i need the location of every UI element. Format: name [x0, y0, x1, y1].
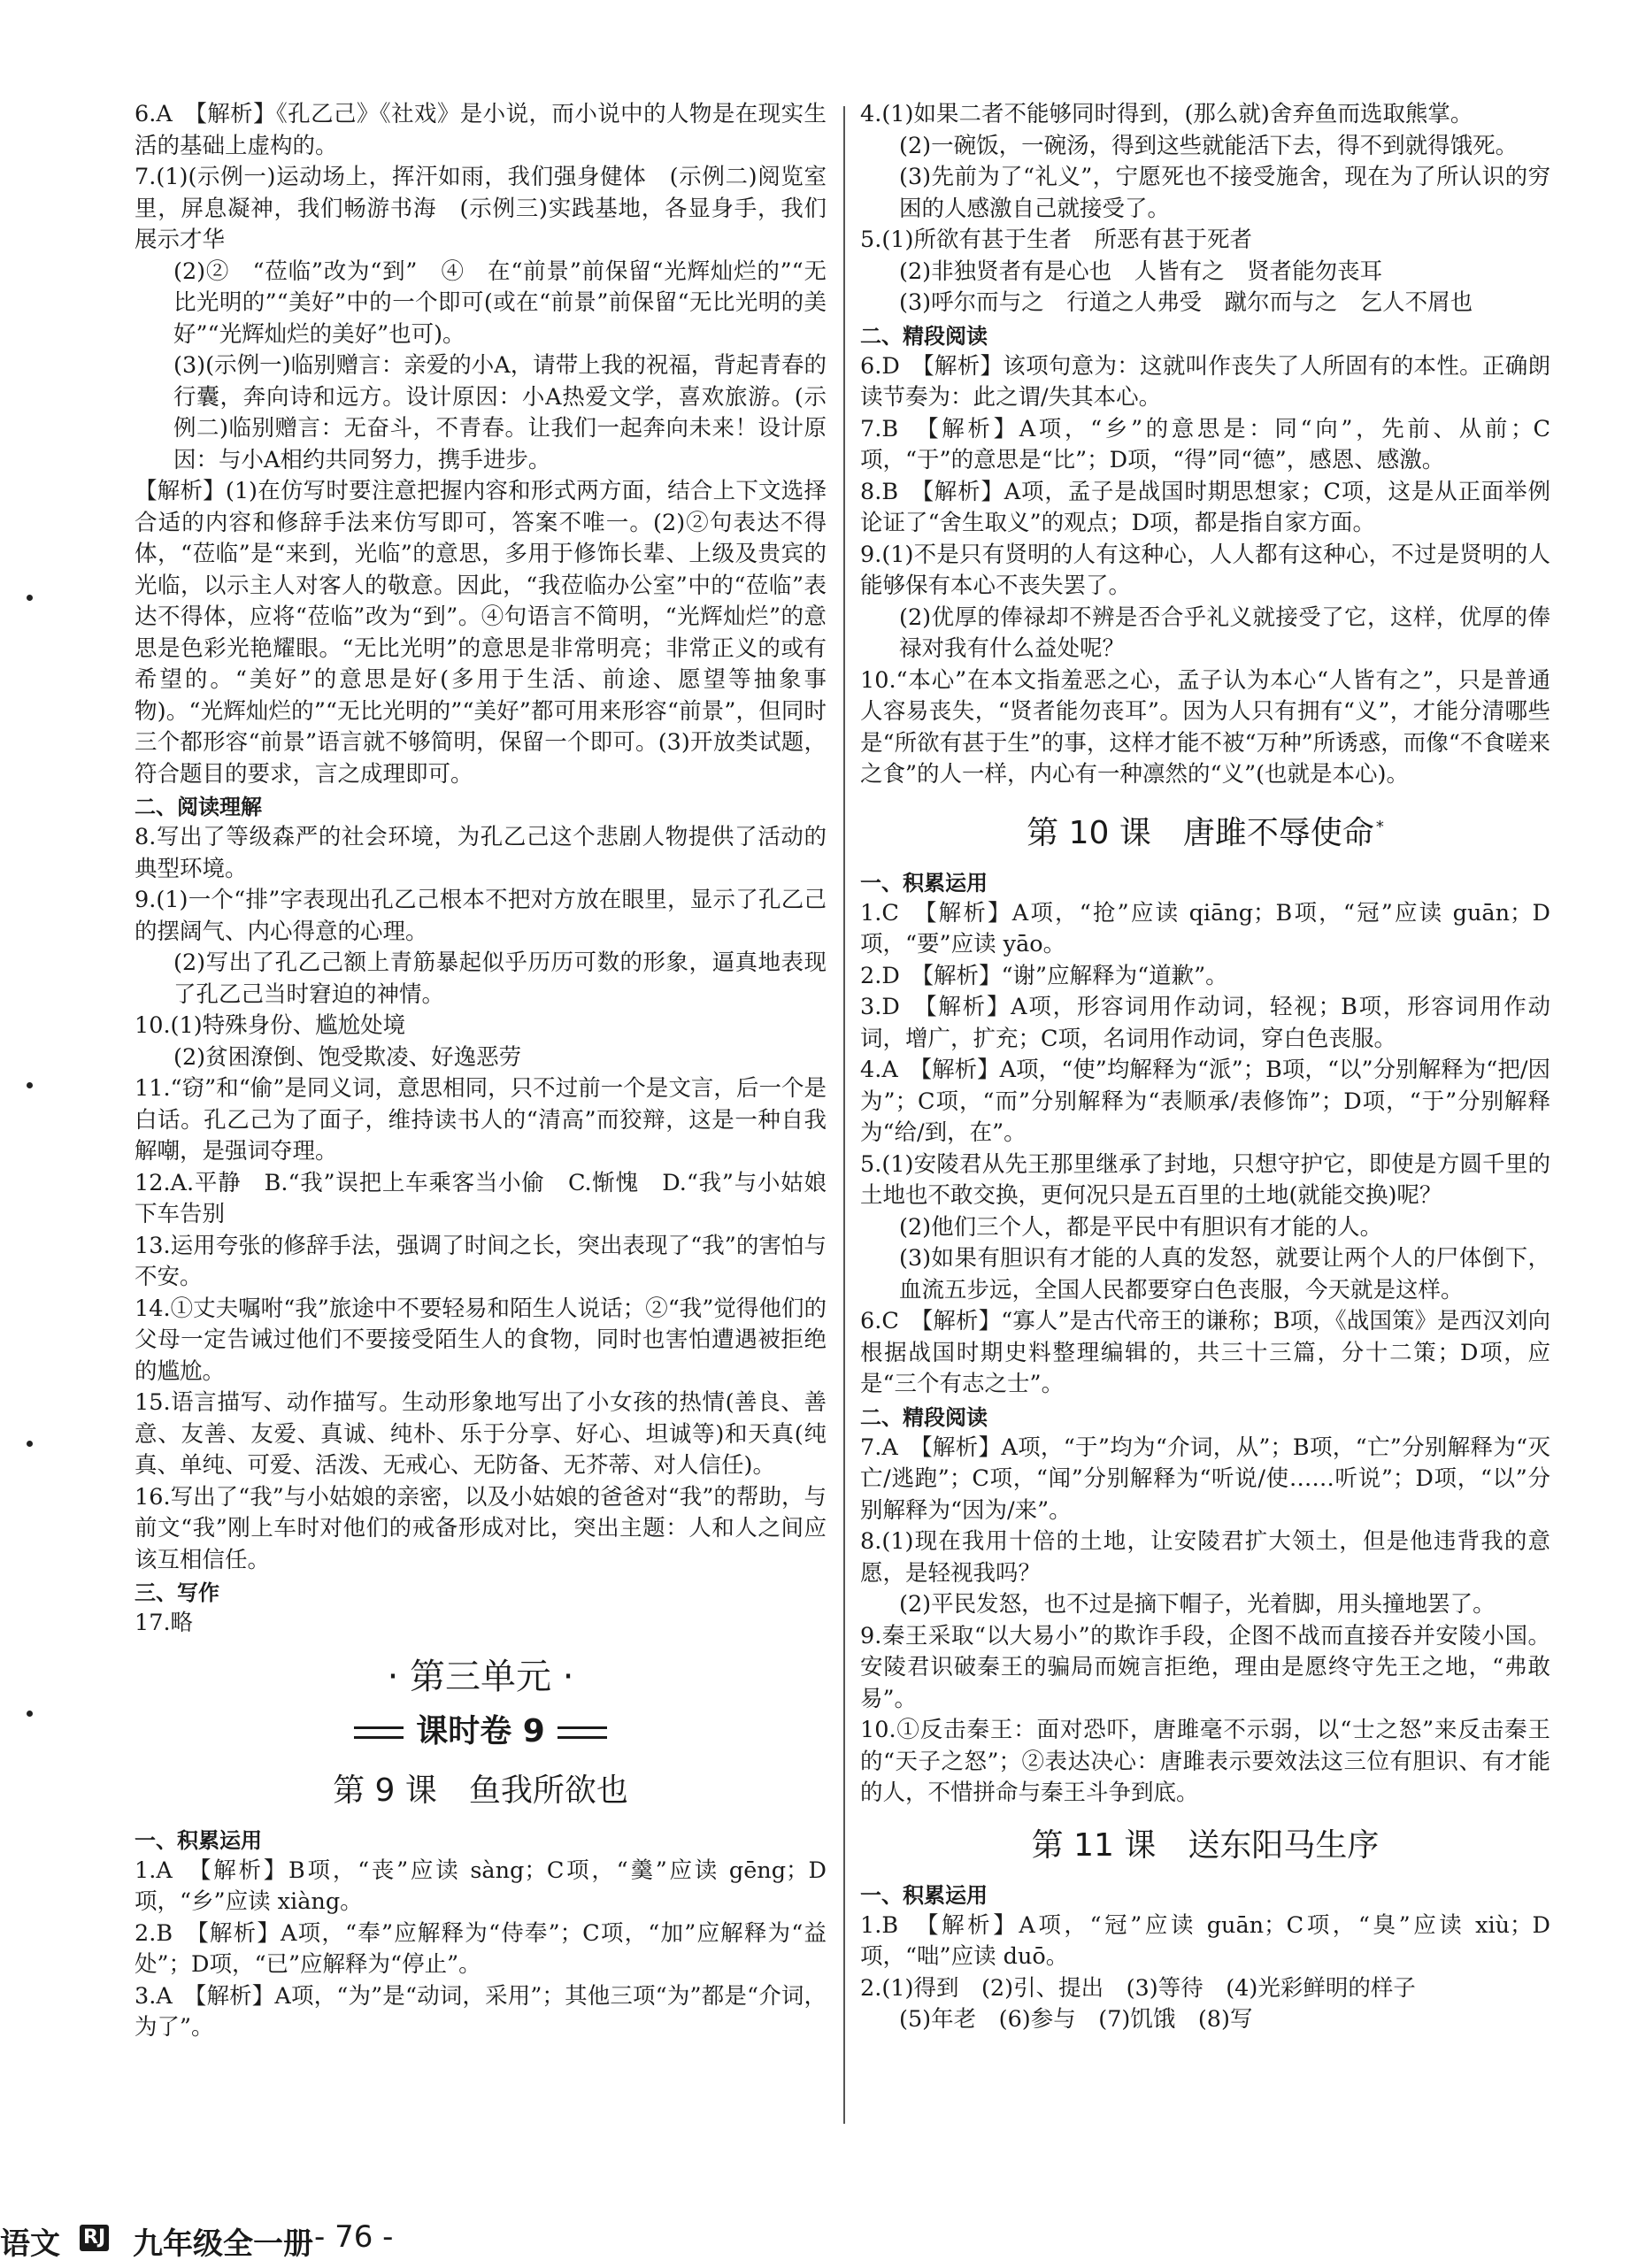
answer-paragraph: (2)他们三个人，都是平民中有胆识有才能的人。 — [899, 1213, 1383, 1241]
answer-paragraph: 6.D 【解析】该项句意为：这就叫作丧失了人所固有的本性。正确朗读节奏为：此之谓/失其本心。 — [860, 352, 1550, 411]
margin-dot — [27, 1082, 33, 1088]
explanation-paragraph: 【解析】(1)在仿写时要注意把握内容和形式两方面，结合上下文选择合适的内容和修辞手法来仿写即可，答案不唯一。(2)②句表达不得体，“莅临”是“来到，光临”的意思，多用于修饰长辈、上级及贵宾的光临，以示主人对客人的敬意。因此，“我莅临办公室”中的“莅临”表达不得体，应将“莅临”改为“到”。④句语言不简明，“光辉灿烂”的意思是色彩光艳耀眼。“无比光明”的意思是非常明亮；非常正义的或有希望的。“美好”的意思是好(多用于生活、前途、愿望等抽象事物)。“光辉灿烂的”“无比光明的”“美好”都可用来形容“前景”，但同时三个都形容“前景”语言就不够简明，保留一个即可。(3)开放类试题，符合题目的要求，言之成理即可。 — [135, 478, 827, 788]
quiz-title-text: 课时卷 9 — [416, 1712, 545, 1749]
lesson-title-text: 第 10 课 唐雎不辱使命 — [1027, 814, 1374, 851]
section-heading: 一、积累运用 — [860, 1882, 988, 1908]
lesson-title — [860, 1824, 1550, 1868]
footer-subject: 语文 — [0, 2226, 60, 2262]
page-number: - 76 - — [314, 2219, 394, 2255]
answer-paragraph: 11.“窃”和“偷”是同义词，意思相同，只不过前一个是文言，后一个是白话。孔乙己为了面子，维持读书人的“清高”而狡辩，这是一种自我解嘲，是强词夺理。 — [135, 1075, 827, 1165]
lesson-title-text: 第 11 课 送东阳马生序 — [1031, 1826, 1380, 1864]
margin-dot — [27, 1711, 33, 1717]
answer-paragraph: (2)② “莅临”改为“到” ④ 在“前景”前保留“光辉灿烂的”“无比光明的”“美好”中的一个即可(或在“前景”前保留“无比光明的美好”“光辉灿烂的美好”也可)。 — [173, 258, 827, 348]
answer-paragraph: 6.C 【解析】“寡人”是古代帝王的谦称；B项，《战国策》是西汉刘向根据战国时期史料整理编辑的，共三十三篇，分十二策；D项，应是“三个有志之士”。 — [860, 1308, 1550, 1397]
answer-paragraph: 8.(1)现在我用十倍的土地，让安陵君扩大领土，但是他违背我的意愿，是轻视我吗？ — [860, 1528, 1550, 1587]
section-heading: 二、精段阅读 — [860, 1404, 988, 1430]
answer-paragraph: 7.A 【解析】A项，“于”均为“介词，从”；B项，“亡”分别解释为“灭亡/逃跑”；C项，“闻”分别解释为“听说/使……听说”；D项，“以”分别解释为“因为/来”。 — [860, 1434, 1550, 1524]
page-footer — [0, 2219, 619, 2264]
answer-paragraph: (2)平民发怒，也不过是摘下帽子，光着脚，用头撞地罢了。 — [899, 1591, 1496, 1618]
footer-grade: 九年级全一册 — [133, 2226, 313, 2262]
answer-paragraph: 7.(1)(示例一)运动场上，挥汗如雨，我们强身健体 (示例二)阅览室里，屏息凝神，我们畅游书海 (示例三)实践基地，各显身手，我们展示才华 — [135, 164, 827, 253]
section-heading: 一、积累运用 — [860, 870, 988, 896]
answer-paragraph: 1.B 【解析】A项，“冠”应读 guān；C项，“臭”应读 xiù；D项，“咄”应读 duō。 — [860, 1911, 1550, 1970]
answer-paragraph: 14.①丈夫嘱咐“我”旅途中不要轻易和陌生人说话；②“我”觉得他们的父母一定告诫过他们不要接受陌生人的食物，同时也害怕遭遇被拒绝的尴尬。 — [135, 1295, 827, 1385]
quiz-title — [135, 1709, 827, 1755]
answer-paragraph: 4.A 【解析】A项，“使”均解释为“派”；B项，“以”分别解释为“把/因为”；C项，“而”分别解释为“表顺承/表修饰”；D项，“于”分别解释为“给/到，在”。 — [860, 1057, 1550, 1146]
answer-paragraph: 9.(1)不是只有贤明的人有这种心，人人都有这种心，不过是贤明的人能够保有本心不丧失罢了。 — [860, 541, 1550, 599]
answer-paragraph: 2.(1)得到 (2)引、提出 (3)等待 (4)光彩鲜明的样子 — [860, 1974, 1416, 2002]
column-divider — [843, 106, 845, 2124]
right-column — [860, 99, 1550, 2036]
answer-paragraph: 10.(1)特殊身份、尴尬处境 — [135, 1012, 406, 1039]
section-heading: 二、精段阅读 — [860, 323, 988, 349]
answer-paragraph: 5.(1)安陵君从先王那里继承了封地，只想守护它，即使是方圆千里的土地也不敢交换，更何况只是五百里的土地(就能交换)呢？ — [860, 1150, 1550, 1209]
answer-paragraph: 1.A 【解析】B项，“丧”应读 sàng；C项，“羹”应读 gēng；D项，“乡”应读 xiàng。 — [135, 1857, 827, 1915]
answer-paragraph: (3)(示例一)临别赠言：亲爱的小A，请带上我的祝福，背起青春的行囊，奔向诗和远方。设计原因：小A热爱文学，喜欢旅游。(示例二)临别赠言：无奋斗，不青春。让我们一起奔向未来！设计原因：与小A相约共同努力，携手进步。 — [173, 352, 827, 473]
answer-paragraph: 7.B 【解析】A项，“乡”的意思是：同“向”，先前、从前；C项，“于”的意思是“比”；D项，“得”同“德”，感恩、感激。 — [860, 415, 1550, 473]
answer-paragraph: 8.B 【解析】A项，孟子是战国时期思想家；C项，这是从正面举例论证了“舍生取义”的观点；D项，都是指自家方面。 — [860, 478, 1550, 536]
answer-paragraph: (3)如果有胆识有才能的人真的发怒，就要让两个人的尸体倒下，血流五步远，全国人民都要穿白色丧服，今天就是这样。 — [899, 1245, 1550, 1303]
answer-paragraph: 3.D 【解析】A项，形容词用作动词，轻视；B项，形容词用作动词，增广，扩充；C项，名词用作动词，穿白色丧服。 — [860, 994, 1550, 1052]
lesson-title — [860, 805, 1550, 856]
answer-paragraph: 5.(1)所欲有甚于生者 所恶有甚于死者 — [860, 227, 1252, 253]
lesson-title — [135, 1769, 827, 1813]
answer-paragraph: (2)写出了孔乙己额上青筋暴起似乎历历可数的形象，逼真地表现了孔乙己当时窘迫的神情。 — [173, 949, 827, 1008]
margin-dot — [27, 1441, 33, 1447]
margin-dot — [27, 595, 33, 601]
answer-paragraph: 6.A 【解析】《孔乙己》《社戏》是小说，而小说中的人物是在现实生活的基础上虚构的。 — [135, 101, 827, 159]
title-bars-left — [354, 1726, 404, 1739]
answer-paragraph: 1.C 【解析】A项，“抢”应读 qiāng；B项，“冠”应读 guān；D项，“要”应读 yāo。 — [860, 899, 1550, 957]
answer-paragraph: (2)贫困潦倒、饱受欺凌、好逸恶劳 — [173, 1043, 522, 1071]
unit-title: · 第三单元 · — [387, 1656, 574, 1697]
answer-paragraph: 10.“本心”在本文指羞恶之心，孟子认为本心“人皆有之”，只是普通人容易丧失，“贤者能勿丧耳”。因为人只有拥有“义”，才能分清哪些是“所欲有甚于生”的事，这样才能不被“万种”所诱惑，而像“不食嗟来之食”的人一样，内心有一种凛然的“义”(也就是本心)。 — [860, 666, 1550, 788]
answer-paragraph: 8.写出了等级森严的社会环境，为孔乙己这个悲剧人物提供了活动的典型环境。 — [135, 824, 827, 882]
answer-paragraph: 10.①反击秦王：面对恐吓，唐雎毫不示弱，以“士之怒”来反击秦王的“天子之怒”；②表达决心：唐雎表示要效法这三位有胆识、有才能的人，不惜拼命与秦王斗争到底。 — [860, 1717, 1550, 1806]
section-heading: 一、积累运用 — [135, 1827, 262, 1853]
answer-paragraph: 4.(1)如果二者不能够同时得到，(那么就)舍弃鱼而选取熊掌。 — [860, 101, 1473, 127]
answer-paragraph: 2.D 【解析】“谢”应解释为“道歉”。 — [860, 962, 1228, 989]
answer-paragraph: (3)先前为了“礼义”，宁愿死也不接受施舍，现在为了所认识的穷困的人感激自己就接受了。 — [899, 164, 1550, 222]
answer-paragraph: 9.(1)一个“排”字表现出孔乙己根本不把对方放在眼里，显示了孔乙己的摆阔气、内心得意的心理。 — [135, 887, 827, 945]
answer-paragraph: 15.语言描写、动作描写。生动形象地写出了小女孩的热情(善良、善意、友善、友爱、真诚、纯朴、乐于分享、好心、坦诚等)和天真(纯真、单纯、可爱、活泼、无戒心、无防备、无芥蒂、对人信任)。 — [135, 1389, 827, 1479]
answer-paragraph: (2)一碗饭，一碗汤，得到这些就能活下去，得不到就得饿死。 — [899, 132, 1519, 159]
answer-paragraph: 16.写出了“我”与小姑娘的亲密，以及小姑娘的爸爸对“我”的帮助，与前文“我”刚上车时对他们的戒备形成对比，突出主题：人和人之间应该互相信任。 — [135, 1483, 827, 1573]
left-column — [135, 99, 827, 2044]
lesson-title-text: 第 9 课 鱼我所欲也 — [333, 1772, 628, 1809]
section-heading: 三、写作 — [135, 1580, 219, 1605]
answer-paragraph: (5)年老 (6)参与 (7)饥饿 (8)写 — [899, 2006, 1253, 2033]
answer-paragraph: 17.略 — [135, 1610, 194, 1636]
edition-badge: RJ — [80, 2225, 109, 2251]
answer-paragraph: (3)呼尔而与之 行道之人弗受 蹴尔而与之 乞人不屑也 — [899, 289, 1473, 316]
section-heading: 二、阅读理解 — [135, 795, 262, 819]
lesson-star-mark: * — [1375, 817, 1384, 836]
answer-paragraph: (2)非独贤者有是心也 人皆有之 贤者能勿丧耳 — [899, 258, 1383, 285]
title-bars-right — [558, 1726, 607, 1739]
answer-paragraph: 12.A.平静 B.“我”误把上车乘客当小偷 C.惭愧 D.“我”与小姑娘下车告别 — [135, 1169, 827, 1227]
answer-paragraph: 9.秦王采取“以大易小”的欺诈手段，企图不战而直接吞并安陵小国。安陵君识破秦王的骗局而婉言拒绝，理由是愿终守先王之地，“弗敢易”。 — [860, 1622, 1550, 1712]
answer-paragraph: 13.运用夸张的修辞手法，强调了时间之长，突出表现了“我”的害怕与不安。 — [135, 1232, 827, 1290]
answer-paragraph: 2.B 【解析】A项，“奉”应解释为“侍奉”；C项，“加”应解释为“益处”；D项，“已”应解释为“停止”。 — [135, 1919, 827, 1978]
answer-paragraph: (2)优厚的俸禄却不辨是否合乎礼义就接受了它，这样，优厚的俸禄对我有什么益处呢？ — [899, 604, 1550, 662]
answer-paragraph: 3.A 【解析】A项，“为”是“动词，采用”；其他三项“为”都是“介词，为了”。 — [135, 1982, 827, 2041]
